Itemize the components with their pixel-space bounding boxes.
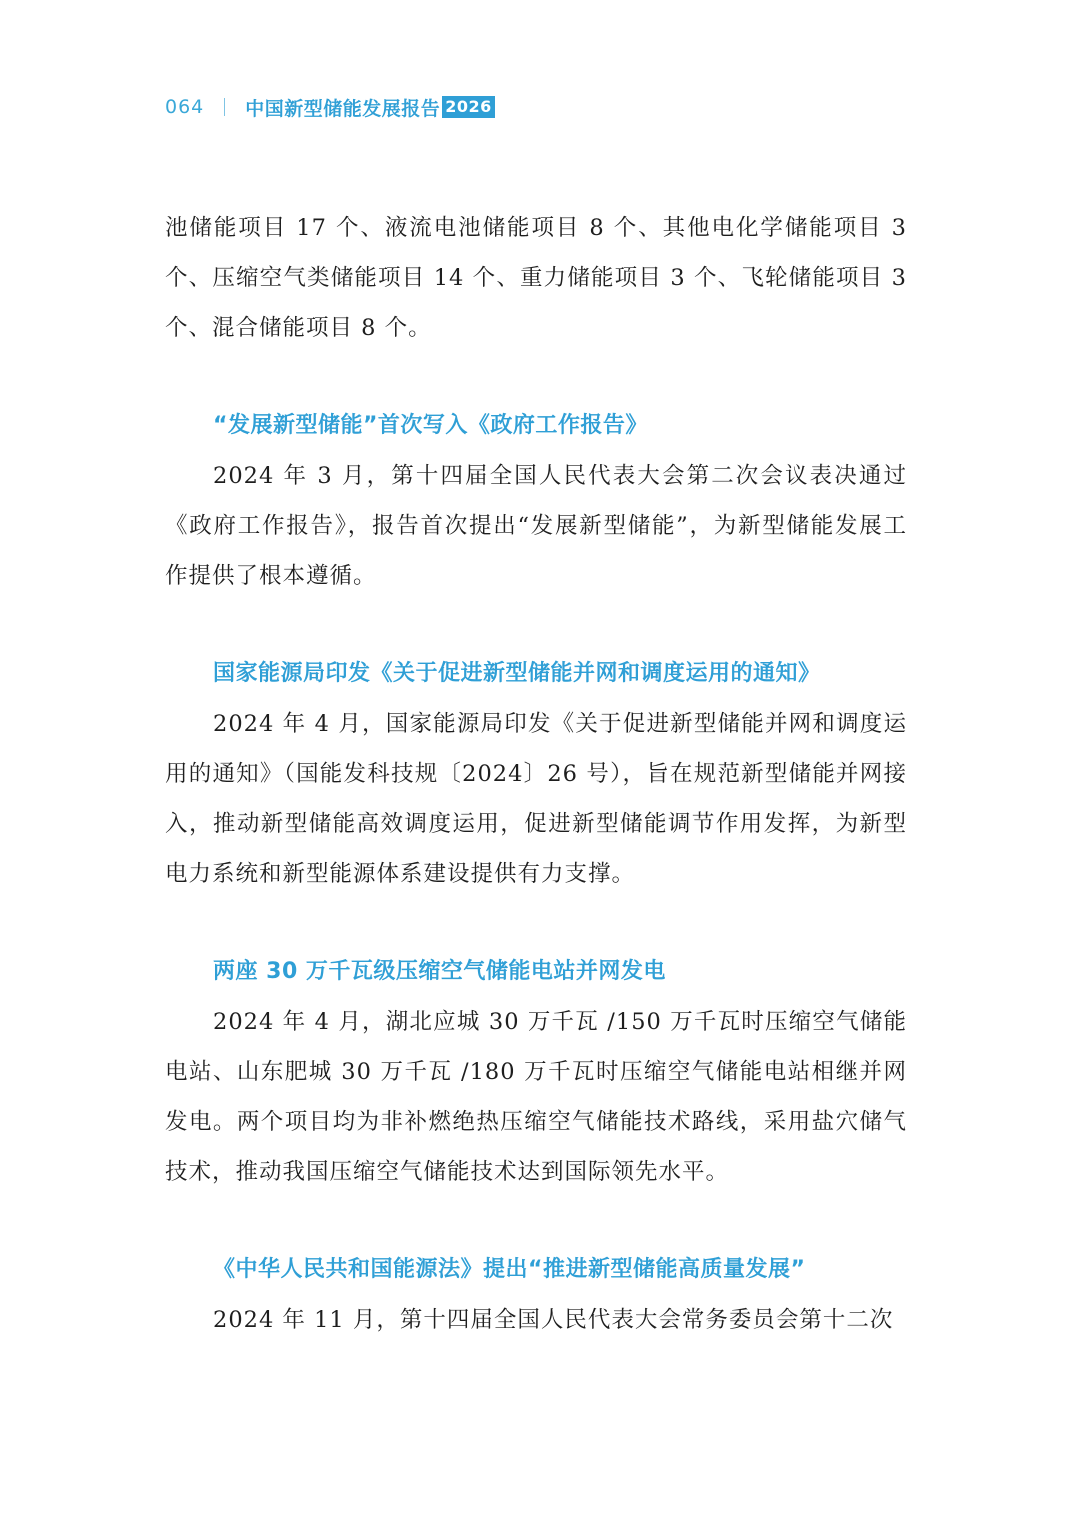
page-body: [165, 203, 907, 1345]
section-heading: “发展新型储能”首次写入《政府工作报告》: [213, 413, 648, 438]
section-paragraph: 2024 年 4 月，湖北应城 30 万千瓦 /150 万千瓦时压缩空气储能电站、山东肥城 30 万千瓦 /180 万千瓦时压缩空气储能电站相继并网发电。两个项目均为非补燃绝热压缩空气储能技术路线，采用盐穴储气技术，推动我国压缩空气储能技术达到国际领先水平。: [165, 1009, 907, 1185]
section-heading: 国家能源局印发《关于促进新型储能并网和调度运用的通知》: [213, 661, 821, 686]
section-heading: 两座 30 万千瓦级压缩空气储能电站并网发电: [213, 959, 666, 984]
section-gap: [165, 353, 907, 401]
book-title: 中国新型储能发展报告: [245, 97, 441, 120]
section-paragraph: 2024 年 3 月，第十四届全国人民代表大会第二次会议表决通过《政府工作报告》，报告首次提出“发展新型储能”，为新型储能发展工作提供了根本遵循。: [165, 463, 907, 589]
page-header: [165, 92, 495, 122]
page-number: 064: [165, 96, 205, 118]
year-badge: 2026: [442, 96, 495, 118]
header-divider: [224, 98, 225, 116]
continued-paragraph: 池储能项目 17 个、液流电池储能项目 8 个、其他电化学储能项目 3 个、压缩空气类储能项目 14 个、重力储能项目 3 个、飞轮储能项目 3 个、混合储能项目 8 个。: [165, 215, 907, 341]
section-gap: [165, 1197, 907, 1245]
section-paragraph: 2024 年 4 月，国家能源局印发《关于促进新型储能并网和调度运用的通知》（国能发科技规〔2024〕26 号），旨在规范新型储能并网接入，推动新型储能高效调度运用，促进新型储能调节作用发挥，为新型电力系统和新型能源体系建设提供有力支撑。: [165, 711, 907, 887]
section-paragraph: 2024 年 11 月，第十四届全国人民代表大会常务委员会第十二次: [213, 1307, 894, 1333]
section-gap: [165, 601, 907, 649]
section-heading: 《中华人民共和国能源法》提出“推进新型储能高质量发展”: [213, 1257, 806, 1282]
section-gap: [165, 899, 907, 947]
